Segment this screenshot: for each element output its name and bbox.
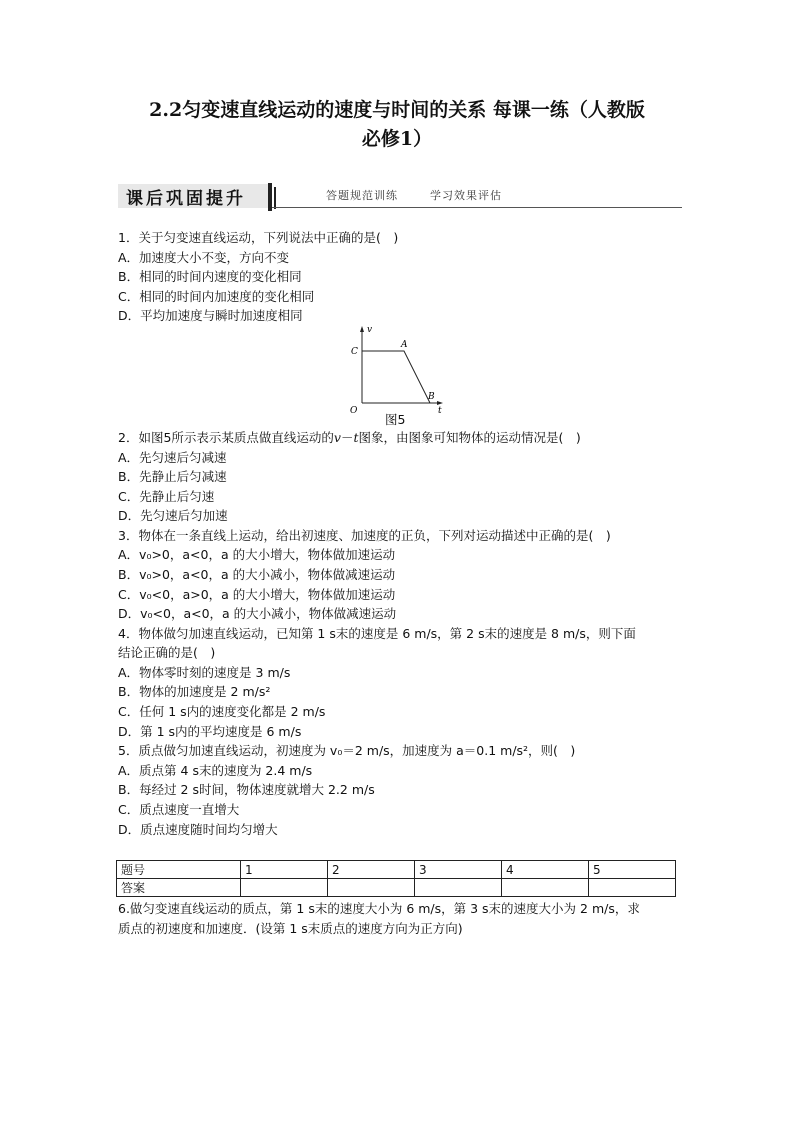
table-row [117,861,676,879]
title-line-1: 2.2匀变速直线运动的速度与时间的关系 每课一练（人教版 [149,99,645,121]
q4-option-a: A．物体零时刻的速度是 3 m/s [118,665,291,680]
q5-stem: 5．质点做匀加速直线运动，初速度为 v₀＝2 m/s，加速度为 a＝0.1 m/s²，则( ) [118,743,576,758]
v-axis-label: v [367,325,373,335]
q1-option-a: A．加速度大小不变，方向不变 [118,250,290,265]
answer-cell-1[interactable] [241,879,328,897]
table-cell: 2 [328,861,415,879]
q4-option-c: C．任何 1 s内的速度变化都是 2 m/s [118,704,326,719]
answer-cell-3[interactable] [415,879,502,897]
q2-stem-dash: － [340,430,354,445]
banner-rule [272,207,682,208]
q2-option-b: B．先静止后匀减速 [118,469,227,484]
banner-subtitle-1: 答题规范训练 [326,189,398,202]
table-cell: 3 [415,861,502,879]
q3-option-b: B．v₀>0，a<0，a 的大小减小，物体做减速运动 [118,567,396,582]
q4-stem-line-1: 4．物体做匀加速直线运动，已知第 1 s末的速度是 6 m/s，第 2 s末的速度是 8 m/s，则下面 [118,626,636,641]
table-cell: 5 [589,861,676,879]
q4-stem-line-2: 结论正确的是( ) [118,645,216,660]
table-cell: 答案 [117,879,241,897]
q6-line-1: 6.做匀变速直线运动的质点，第 1 s末的速度大小为 6 m/s，第 3 s末的速度大小为 2 m/s，求 [118,901,640,916]
q2-option-a: A．先匀速后匀减速 [118,450,227,465]
q1-option-d: D．平均加速度与瞬时加速度相同 [118,308,303,323]
point-b-label: B [428,392,435,402]
vt-line [362,351,430,403]
q2-stem [118,428,581,448]
point-c-label: C [351,347,358,357]
banner-divider-thin [274,187,276,209]
banner-label: 课后巩固提升 [126,189,246,209]
q5-option-d: D．质点速度随时间均匀增大 [118,822,278,837]
origin-label: O [350,406,358,415]
table-row [117,879,676,897]
q2-option-c: C．先静止后匀速 [118,489,215,504]
q5-option-a: A．质点第 4 s末的速度为 2.4 m/s [118,763,313,778]
q5-option-b: B．每经过 2 s时间，物体速度就增大 2.2 m/s [118,782,375,797]
answer-cell-5[interactable] [589,879,676,897]
q3-option-c: C．v₀<0，a>0，a 的大小增大，物体做加速运动 [118,587,396,602]
table-cell: 4 [502,861,589,879]
figure-caption: 图5 [385,412,406,427]
q2-stem-a: 2．如图5所示表示某质点做直线运动的 [118,430,334,445]
table-cell: 1 [241,861,328,879]
q3-option-a: A．v₀>0，a<0，a 的大小增大，物体做加速运动 [118,547,396,562]
point-a-label: A [401,340,408,350]
table-cell: 题号 [117,861,241,879]
answer-cell-2[interactable] [328,879,415,897]
q2-stem-t: t [353,430,359,445]
section-banner [118,183,682,211]
answer-cell-4[interactable] [502,879,589,897]
q3-option-d: D．v₀<0，a<0，a 的大小减小，物体做减速运动 [118,606,397,621]
q4-option-b: B．物体的加速度是 2 m/s² [118,684,271,699]
q2-stem-b: 图象，由图象可知物体的运动情况是( ) [358,430,581,445]
q6-line-2: 质点的初速度和加速度．(设第 1 s末质点的速度方向为正方向) [118,921,463,936]
q1-option-c: C．相同的时间内加速度的变化相同 [118,289,315,304]
v-axis-arrow-icon [360,326,364,332]
vt-graph-figure [348,325,448,415]
page-title [60,96,734,154]
answer-table [116,860,676,897]
banner-subtitle-2: 学习效果评估 [430,189,502,202]
t-axis-arrow-icon [437,401,443,405]
q3-stem: 3．物体在一条直线上运动，给出初速度、加速度的正负，下列对运动描述中正确的是( ) [118,528,611,543]
title-line-2: 必修1） [361,128,433,150]
q1-stem: 1．关于匀变速直线运动，下列说法中正确的是( ) [118,230,399,245]
q2-stem-v: v [333,430,341,445]
t-axis-label: t [438,406,442,415]
q2-option-d: D．先匀速后匀加速 [118,508,228,523]
q4-option-d: D．第 1 s内的平均速度是 6 m/s [118,724,302,739]
q1-option-b: B．相同的时间内速度的变化相同 [118,269,302,284]
q5-option-c: C．质点速度一直增大 [118,802,240,817]
